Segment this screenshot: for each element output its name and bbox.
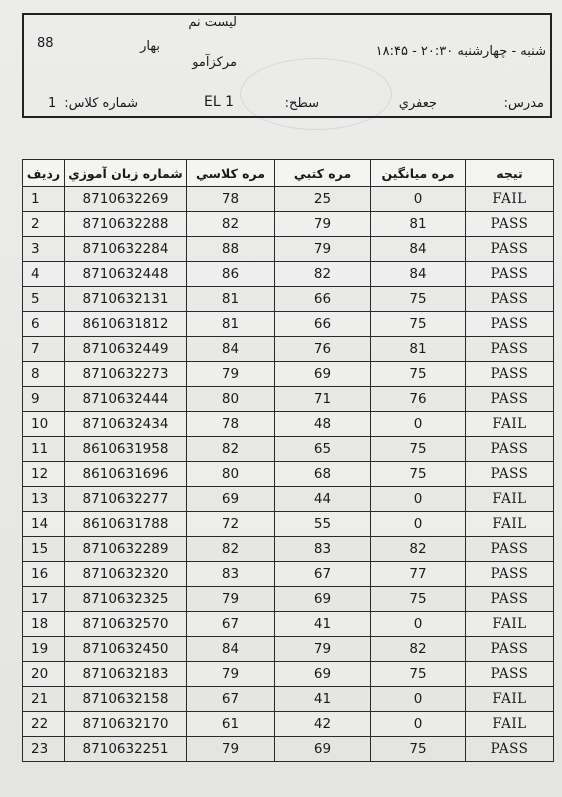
list-title: لیست نم: [188, 15, 237, 30]
table-row: [23, 737, 554, 762]
cell-written-mark: 69: [275, 737, 371, 762]
cell-written-mark: 41: [275, 687, 371, 712]
col-header-row-number: رديف: [23, 160, 65, 187]
table-header-row: [23, 160, 554, 187]
table-row: [23, 537, 554, 562]
cell-student-id: 8710632273: [65, 362, 187, 387]
cell-class-mark: 79: [187, 587, 275, 612]
cell-class-mark: 78: [187, 187, 275, 212]
cell-result: PASS: [466, 587, 554, 612]
table-row: [23, 262, 554, 287]
cell-class-mark: 82: [187, 437, 275, 462]
cell-row-number: 7: [23, 337, 65, 362]
cell-average-mark: 84: [371, 237, 466, 262]
cell-class-mark: 79: [187, 362, 275, 387]
cell-average-mark: 81: [371, 212, 466, 237]
cell-class-mark: 72: [187, 512, 275, 537]
cell-written-mark: 71: [275, 387, 371, 412]
cell-student-id: 8710632448: [65, 262, 187, 287]
cell-class-mark: 79: [187, 662, 275, 687]
cell-result: PASS: [466, 337, 554, 362]
cell-row-number: 12: [23, 462, 65, 487]
cell-written-mark: 25: [275, 187, 371, 212]
cell-student-id: 8710632269: [65, 187, 187, 212]
cell-result: FAIL: [466, 187, 554, 212]
cell-class-mark: 88: [187, 237, 275, 262]
cell-result: PASS: [466, 737, 554, 762]
col-header-student-id: شماره زبان آموزي: [65, 160, 187, 187]
cell-result: FAIL: [466, 512, 554, 537]
col-header-class-mark: مره كلاسي: [187, 160, 275, 187]
cell-result: PASS: [466, 437, 554, 462]
cell-student-id: 8710632449: [65, 337, 187, 362]
teacher-label: مدرس:: [503, 96, 544, 111]
cell-written-mark: 44: [275, 487, 371, 512]
table-row: [23, 637, 554, 662]
grades-table: [22, 159, 554, 762]
cell-average-mark: 75: [371, 437, 466, 462]
cell-written-mark: 69: [275, 587, 371, 612]
cell-average-mark: 82: [371, 637, 466, 662]
table-row: [23, 387, 554, 412]
cell-result: PASS: [466, 212, 554, 237]
cell-student-id: 8710632570: [65, 612, 187, 637]
cell-class-mark: 82: [187, 212, 275, 237]
col-header-result: تيجه: [466, 160, 554, 187]
cell-written-mark: 66: [275, 312, 371, 337]
cell-result: PASS: [466, 312, 554, 337]
cell-row-number: 9: [23, 387, 65, 412]
cell-student-id: 8710632277: [65, 487, 187, 512]
cell-average-mark: 75: [371, 287, 466, 312]
col-header-average-mark: مره ميانگين: [371, 160, 466, 187]
cell-written-mark: 69: [275, 362, 371, 387]
cell-class-mark: 79: [187, 737, 275, 762]
cell-row-number: 4: [23, 262, 65, 287]
table-row: [23, 512, 554, 537]
cell-class-mark: 80: [187, 462, 275, 487]
cell-result: FAIL: [466, 612, 554, 637]
cell-average-mark: 82: [371, 537, 466, 562]
cell-written-mark: 79: [275, 637, 371, 662]
cell-class-mark: 84: [187, 637, 275, 662]
table-row: [23, 337, 554, 362]
cell-average-mark: 75: [371, 312, 466, 337]
cell-average-mark: 0: [371, 687, 466, 712]
cell-student-id: 8610631696: [65, 462, 187, 487]
class-number-value: 1: [48, 96, 57, 111]
cell-class-mark: 67: [187, 687, 275, 712]
cell-average-mark: 75: [371, 462, 466, 487]
cell-row-number: 10: [23, 412, 65, 437]
cell-written-mark: 66: [275, 287, 371, 312]
cell-row-number: 11: [23, 437, 65, 462]
cell-written-mark: 67: [275, 562, 371, 587]
cell-student-id: 8710632183: [65, 662, 187, 687]
cell-average-mark: 75: [371, 587, 466, 612]
cell-written-mark: 68: [275, 462, 371, 487]
class-schedule: شنبه - چهارشنبه ۲۰:۳۰ - ۱۸:۴۵: [375, 44, 546, 59]
cell-row-number: 1: [23, 187, 65, 212]
table-row: [23, 287, 554, 312]
table-row: [23, 362, 554, 387]
cell-row-number: 18: [23, 612, 65, 637]
table-row: [23, 612, 554, 637]
cell-row-number: 23: [23, 737, 65, 762]
table-row: [23, 312, 554, 337]
cell-result: PASS: [466, 387, 554, 412]
cell-class-mark: 81: [187, 312, 275, 337]
cell-average-mark: 0: [371, 512, 466, 537]
cell-row-number: 20: [23, 662, 65, 687]
cell-written-mark: 55: [275, 512, 371, 537]
cell-student-id: 8610631788: [65, 512, 187, 537]
cell-row-number: 22: [23, 712, 65, 737]
cell-average-mark: 81: [371, 337, 466, 362]
cell-student-id: 8710632284: [65, 237, 187, 262]
level-value: EL 1: [204, 94, 235, 110]
level-label: سطح:: [284, 96, 319, 111]
cell-result: FAIL: [466, 487, 554, 512]
cell-written-mark: 79: [275, 237, 371, 262]
cell-class-mark: 80: [187, 387, 275, 412]
cell-result: PASS: [466, 537, 554, 562]
cell-written-mark: 42: [275, 712, 371, 737]
cell-average-mark: 0: [371, 487, 466, 512]
cell-row-number: 17: [23, 587, 65, 612]
cell-result: PASS: [466, 462, 554, 487]
cell-result: PASS: [466, 262, 554, 287]
cell-class-mark: 67: [187, 612, 275, 637]
season-label: بهار: [140, 39, 160, 54]
cell-result: PASS: [466, 637, 554, 662]
table-row: [23, 662, 554, 687]
cell-row-number: 8: [23, 362, 65, 387]
cell-written-mark: 48: [275, 412, 371, 437]
cell-result: FAIL: [466, 412, 554, 437]
cell-student-id: 8710632289: [65, 537, 187, 562]
cell-row-number: 13: [23, 487, 65, 512]
cell-class-mark: 83: [187, 562, 275, 587]
cell-result: FAIL: [466, 687, 554, 712]
cell-student-id: 8710632131: [65, 287, 187, 312]
cell-average-mark: 84: [371, 262, 466, 287]
cell-average-mark: 0: [371, 187, 466, 212]
table-row: [23, 462, 554, 487]
cell-written-mark: 65: [275, 437, 371, 462]
cell-result: PASS: [466, 362, 554, 387]
cell-written-mark: 82: [275, 262, 371, 287]
table-row: [23, 587, 554, 612]
class-number-label: شماره کلاس:: [64, 96, 138, 111]
cell-result: PASS: [466, 662, 554, 687]
session-code: 88: [37, 36, 54, 51]
cell-average-mark: 75: [371, 662, 466, 687]
teacher-name: جعفري: [398, 96, 437, 111]
cell-class-mark: 78: [187, 412, 275, 437]
cell-student-id: 8710632450: [65, 637, 187, 662]
table-row: [23, 562, 554, 587]
cell-result: PASS: [466, 287, 554, 312]
table-row: [23, 187, 554, 212]
cell-written-mark: 83: [275, 537, 371, 562]
cell-student-id: 8710632251: [65, 737, 187, 762]
table-row: [23, 687, 554, 712]
table-row: [23, 712, 554, 737]
col-header-written-mark: مره كتبي: [275, 160, 371, 187]
cell-written-mark: 76: [275, 337, 371, 362]
cell-class-mark: 81: [187, 287, 275, 312]
cell-average-mark: 76: [371, 387, 466, 412]
cell-row-number: 19: [23, 637, 65, 662]
cell-average-mark: 0: [371, 412, 466, 437]
table-row: [23, 487, 554, 512]
cell-average-mark: 75: [371, 362, 466, 387]
cell-student-id: 8610631812: [65, 312, 187, 337]
cell-written-mark: 69: [275, 662, 371, 687]
table-row: [23, 212, 554, 237]
table-row: [23, 437, 554, 462]
cell-class-mark: 82: [187, 537, 275, 562]
cell-row-number: 15: [23, 537, 65, 562]
cell-student-id: 8710632444: [65, 387, 187, 412]
cell-student-id: 8710632158: [65, 687, 187, 712]
cell-average-mark: 75: [371, 737, 466, 762]
cell-row-number: 21: [23, 687, 65, 712]
cell-row-number: 16: [23, 562, 65, 587]
cell-row-number: 6: [23, 312, 65, 337]
table-row: [23, 412, 554, 437]
cell-student-id: 8710632320: [65, 562, 187, 587]
cell-class-mark: 69: [187, 487, 275, 512]
cell-class-mark: 61: [187, 712, 275, 737]
cell-result: PASS: [466, 562, 554, 587]
center-name: مرکزآمو: [192, 55, 237, 70]
cell-written-mark: 79: [275, 212, 371, 237]
cell-average-mark: 0: [371, 612, 466, 637]
cell-student-id: 8710632170: [65, 712, 187, 737]
table-row: [23, 237, 554, 262]
cell-row-number: 3: [23, 237, 65, 262]
cell-student-id: 8710632325: [65, 587, 187, 612]
cell-written-mark: 41: [275, 612, 371, 637]
cell-row-number: 5: [23, 287, 65, 312]
cell-class-mark: 86: [187, 262, 275, 287]
cell-result: PASS: [466, 237, 554, 262]
cell-student-id: 8610631958: [65, 437, 187, 462]
cell-student-id: 8710632434: [65, 412, 187, 437]
cell-row-number: 2: [23, 212, 65, 237]
cell-row-number: 14: [23, 512, 65, 537]
cell-student-id: 8710632288: [65, 212, 187, 237]
cell-average-mark: 0: [371, 712, 466, 737]
cell-result: FAIL: [466, 712, 554, 737]
cell-class-mark: 84: [187, 337, 275, 362]
cell-average-mark: 77: [371, 562, 466, 587]
